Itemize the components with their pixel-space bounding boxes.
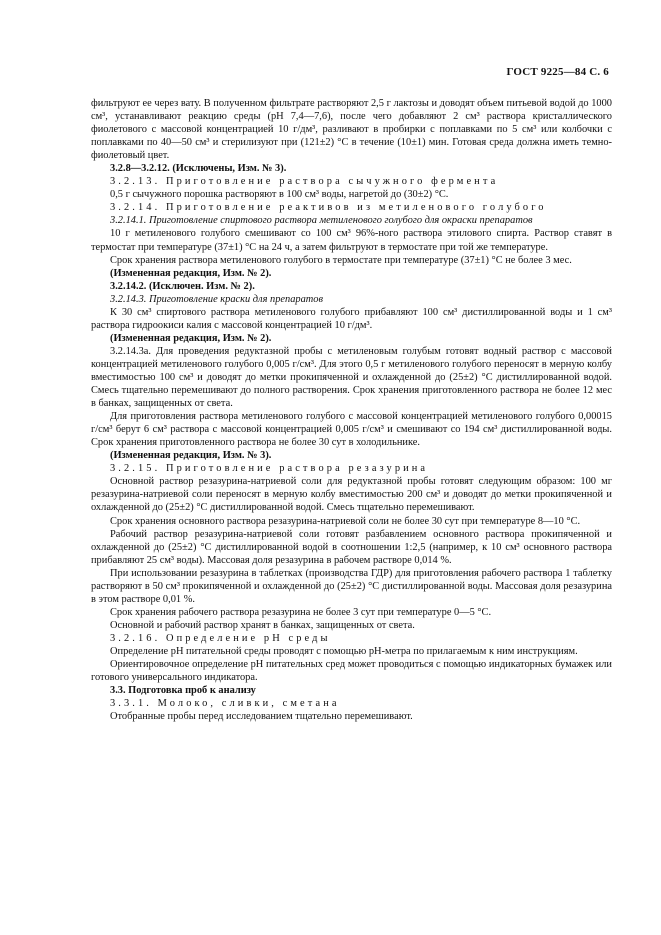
section-heading: 3.2.15. Приготовление раствора резазурина [110,463,429,475]
paragraph: Срок хранения рабочего раствора резазурина не более 3 сут при температуре 0—5 °С. [110,606,492,618]
subsection-heading [91,293,612,306]
paragraph: Определение рН питательной среды проводят с помощью рН-метра по прилагаемым к ним инструкциям. [110,645,578,657]
amendment-note: (Измененная редакция, Изм. № 2). [110,267,272,279]
exclusion-note: 3.2.14.2. (Исключен. Изм. № 2). [110,280,255,292]
section-heading: 3.2.13. Приготовление раствора сычужного фермента [110,176,499,188]
paragraph: При использовании резазурина в таблетках (производства ГДР) для приготовления рабочего раствора 1 таблетку растворяют в 50 см³ прокипяченной и охлажденной до (25±2) °С дистиллированной воды. Массовая доля резазурина в этом растворе 0,01 %. [91,567,612,605]
section-heading: 3.2.16. Определение рН среды [110,632,331,644]
paragraph: Отобранные пробы перед исследованием тщательно перемешивают. [110,711,413,723]
paragraph: Срок хранения раствора метиленового голубого в термостате при температуре (37±1) °С не более 3 мес. [110,254,572,266]
amendment-note: (Измененная редакция, Изм. № 2). [110,332,272,344]
paragraph: Ориентировочное определение рН питательных сред может проводиться с помощью индикаторных бумажек или готового универсального индикатора. [91,659,612,684]
section-heading: 3.3.1. Молоко, сливки, сметана [110,698,340,710]
paragraph: Срок хранения основного раствора резазурина-натриевой соли не более 30 сут при температуре 8—10 °С. [110,515,581,527]
paragraph: Основной и рабочий раствор хранят в банках, защищенных от света. [110,619,415,631]
paragraph: фильтруют ее через вату. В полученном фильтрате растворяют 2,5 г лактозы и доводят объем питьевой водой до 1000 см³, устанавливают реакцию среды (рН 7,4—7,6), после чего добавляют 2 см³ раствора кристаллического фиолетового с массовой концентрацией 10 г/дм³, разливают в пробирки с поплавками по 5 см³ или колбочки с поплавками по 40—50 см³ и стерилизуют при (121±2) °С в течение (10±1) мин. Готовая среда должна иметь темно-фиолетовый цвет. [91,98,612,162]
paragraph: К 30 см³ спиртового раствора метиленового голубого прибавляют 100 см³ дистиллированной воды и 1 см³ раствора гидроокиси калия с массовой концентрацией 10 г/дм³. [91,306,612,331]
paragraph: Рабочий раствор резазурина-натриевой соли готовят разбавлением основного раствора прокипяченной и охлажденной до (25±2) °С дистиллированной водой в соотношении 1:2,5 (например, к 10 см³ основного раствора прибавляют 25 см³ воды). Массовая доля резазурина в рабочем растворе 0,014 %. [91,528,612,566]
paragraph: 3.2.14.3а. Для проведения редуктазной пробы с метиленовым голубым готовят водный раствор с массовой концентрацией метиленового голубого 0,005 г/см³. Для этого 0,5 г метиленового голубого переносят в мерную колбу вместимостью 100 см³ и доводят до метки прокипяченной и охлажденной до (25±2) °С дистиллированной водой. Смесь тщательно перемешивают до полного растворения. Срок хранения приготовленного раствора не более 12 мес в банках, защищенных от света. [91,345,612,410]
section-exclusion-note: 3.2.8—3.2.12. (Исключены, Изм. № 3). [110,163,287,175]
paragraph: 0,5 г сычужного порошка растворяют в 100 см³ воды, нагретой до (30±2) °С. [110,189,449,201]
document-body [91,97,612,723]
section-heading-bold: 3.3. Подготовка проб к анализу [110,685,256,697]
section-heading: 3.2.14. Приготовление реактивов из метиленового голубого [110,202,547,214]
subsection-heading [91,214,612,227]
subsection-heading-text: 3.2.14.3. Приготовление краски для препаратов [110,293,324,305]
subsection-heading-text: 3.2.14.1. Приготовление спиртового раствора метиленового голубого для окраски препаратов [110,215,533,227]
paragraph: 10 г метиленового голубого смешивают со 100 см³ 96%-ного раствора этилового спирта. Раствор ставят в термостат при температуре (37±1) °С на 24 ч, а затем фильтруют в термостате при той же температуре. [91,228,612,253]
paragraph: Для приготовления раствора метиленового голубого с массовой концентрацией метиленового голубого 0,00015 г/см³ берут 6 см³ раствора с массовой концентрацией 0,005 г/см³ и смешивают со 194 см³ дистиллированной воды. Срок хранения приготовленного раствора не более 30 сут в холодильнике. [91,411,612,449]
amendment-note: (Измененная редакция, Изм. № 3). [110,450,272,462]
page-header: ГОСТ 9225—84 С. 6 [506,66,609,78]
paragraph: Основной раствор резазурина-натриевой соли для редуктазной пробы готовят следующим образом: 100 мг резазурина-натриевой соли переносят в мерную колбу вместимостью 200 см³ и доводят до метки прокипяченной и охлажденной до (25±2) °С дистиллированной водой. Смесь тщательно перемешивают. [91,476,612,514]
